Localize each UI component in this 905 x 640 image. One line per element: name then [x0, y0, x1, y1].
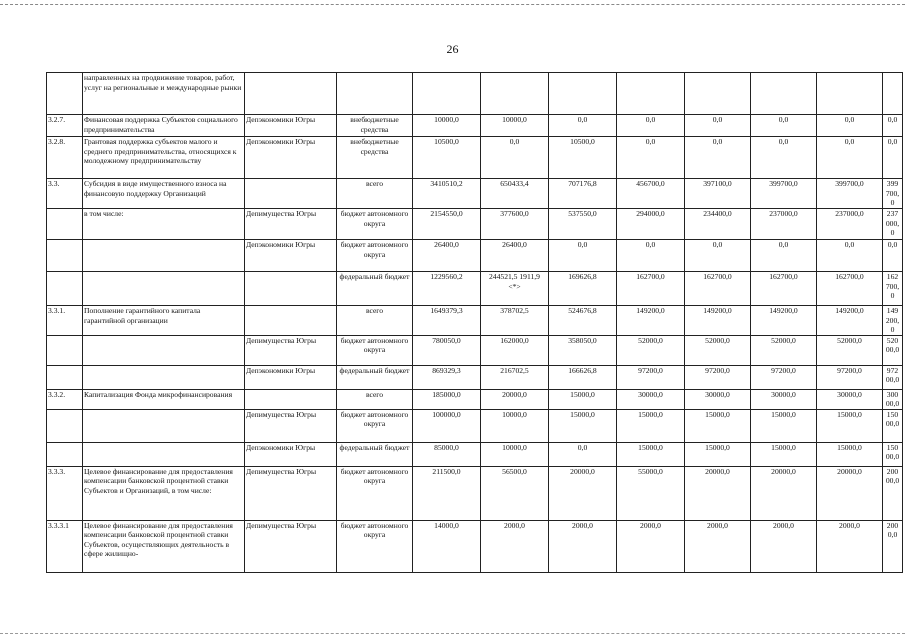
row-value: 26400,0: [481, 240, 549, 272]
row-name: Грантовая поддержка субъектов малого и среднего предпринимательства, относящихся к молодежному предпринимательству: [83, 137, 245, 179]
row-code: 3.2.8.: [47, 137, 83, 179]
row-value: 650433,4: [481, 179, 549, 209]
row-value: 211500,0: [413, 466, 481, 520]
row-name: [83, 240, 245, 272]
row-value: 2000,0: [817, 520, 883, 572]
row-value: 52000,0: [685, 335, 751, 365]
table-row: [47, 520, 903, 572]
row-funding-source: бюджет автономного округа: [337, 240, 413, 272]
row-name: [83, 365, 245, 389]
row-value: 15000,0: [751, 442, 817, 466]
row-executor: Депэкономики Югры: [245, 137, 337, 179]
row-value: 100000,0: [413, 409, 481, 442]
row-value: [751, 73, 817, 115]
row-value: 0,0: [549, 240, 617, 272]
row-value: 26400,0: [413, 240, 481, 272]
row-value: [413, 73, 481, 115]
row-value: 97200,0: [617, 365, 685, 389]
row-value: 52000,0: [751, 335, 817, 365]
row-value-last: 972 00,0: [883, 365, 903, 389]
row-funding-source: федеральный бюджет: [337, 442, 413, 466]
row-value: 10000,0: [413, 115, 481, 137]
row-value: 0,0: [549, 442, 617, 466]
row-value-last: 520 00,0: [883, 335, 903, 365]
row-value: 52000,0: [817, 335, 883, 365]
row-funding-source: бюджет автономного округа: [337, 520, 413, 572]
row-name: [83, 442, 245, 466]
row-executor: Депимущества Югры: [245, 520, 337, 572]
row-executor: Депимущества Югры: [245, 335, 337, 365]
row-value: 0,0: [617, 115, 685, 137]
row-value: 20000,0: [685, 466, 751, 520]
row-value: [617, 73, 685, 115]
table-row: [47, 240, 903, 272]
row-value-last: 0,0: [883, 115, 903, 137]
row-value-last: [883, 73, 903, 115]
row-executor: Депэкономики Югры: [245, 442, 337, 466]
table-row: [47, 466, 903, 520]
row-value: 15000,0: [549, 389, 617, 409]
row-value: 237000,0: [751, 209, 817, 240]
row-value: 0,0: [617, 137, 685, 179]
row-value: 358050,0: [549, 335, 617, 365]
row-value: 149200,0: [617, 306, 685, 336]
row-code: 3.3.2.: [47, 389, 83, 409]
row-value: 10500,0: [549, 137, 617, 179]
row-value: 707176,8: [549, 179, 617, 209]
row-value-last: 162 700, 0: [883, 272, 903, 306]
row-value-last: 0,0: [883, 240, 903, 272]
row-value: 2000,0: [751, 520, 817, 572]
row-value: 869329,3: [413, 365, 481, 389]
row-name: Финансовая поддержка Субъектов социального предпринимательства: [83, 115, 245, 137]
row-value: 30000,0: [685, 389, 751, 409]
table-row: [47, 73, 903, 115]
row-executor: Депэкономики Югры: [245, 115, 337, 137]
row-value: 3410510,2: [413, 179, 481, 209]
table-body: [47, 73, 903, 573]
table-row: [47, 335, 903, 365]
row-executor: Депэкономики Югры: [245, 365, 337, 389]
row-name: направленных на продвижение товаров, работ, услуг на региональные и международные рынки: [83, 73, 245, 115]
row-code: 3.3.: [47, 179, 83, 209]
row-value: 15000,0: [617, 442, 685, 466]
row-value: 149200,0: [817, 306, 883, 336]
row-value: 162700,0: [751, 272, 817, 306]
row-value: 30000,0: [617, 389, 685, 409]
table-row: [47, 409, 903, 442]
row-value: [481, 73, 549, 115]
row-value: 10500,0: [413, 137, 481, 179]
row-value-last: 200 00,0: [883, 466, 903, 520]
row-value: 216702,5: [481, 365, 549, 389]
row-value: 15000,0: [751, 409, 817, 442]
row-executor: [245, 73, 337, 115]
row-value: 2000,0: [481, 520, 549, 572]
row-funding-source: [337, 73, 413, 115]
row-value: 0,0: [685, 240, 751, 272]
row-funding-source: федеральный бюджет: [337, 272, 413, 306]
row-value: 2000,0: [685, 520, 751, 572]
row-value: 0,0: [751, 137, 817, 179]
row-executor: Депимущества Югры: [245, 466, 337, 520]
row-value-last: 399 700, 0: [883, 179, 903, 209]
row-funding-source: бюджет автономного округа: [337, 209, 413, 240]
row-value: 20000,0: [549, 466, 617, 520]
row-funding-source: федеральный бюджет: [337, 365, 413, 389]
row-funding-source: бюджет автономного округа: [337, 409, 413, 442]
row-value: 97200,0: [751, 365, 817, 389]
row-value: 377600,0: [481, 209, 549, 240]
row-value: 20000,0: [817, 466, 883, 520]
row-name: [83, 335, 245, 365]
row-value: 237000,0: [817, 209, 883, 240]
row-value: 1649379,3: [413, 306, 481, 336]
row-value: 30000,0: [751, 389, 817, 409]
row-value: 0,0: [617, 240, 685, 272]
row-value-last: 150 00,0: [883, 442, 903, 466]
row-value: 162700,0: [685, 272, 751, 306]
row-value: 0,0: [817, 115, 883, 137]
row-value-last: 300 00,0: [883, 389, 903, 409]
row-value: 378702,5: [481, 306, 549, 336]
row-value: 456700,0: [617, 179, 685, 209]
row-code: [47, 209, 83, 240]
row-value: 2000,0: [617, 520, 685, 572]
row-value: 234400,0: [685, 209, 751, 240]
row-value: 162700,0: [617, 272, 685, 306]
table-row: [47, 137, 903, 179]
row-name: Субсидия в виде имущественного взноса на финансовую поддержку Организаций: [83, 179, 245, 209]
row-code: [47, 409, 83, 442]
row-value: 0,0: [685, 137, 751, 179]
row-value: 85000,0: [413, 442, 481, 466]
row-value: 97200,0: [685, 365, 751, 389]
row-value-last: 0,0: [883, 137, 903, 179]
row-code: [47, 240, 83, 272]
row-value: 166626,8: [549, 365, 617, 389]
row-funding-source: всего: [337, 179, 413, 209]
table-row: [47, 272, 903, 306]
row-value: 169626,8: [549, 272, 617, 306]
row-executor: [245, 179, 337, 209]
row-funding-source: внебюджетные средства: [337, 115, 413, 137]
row-name: в том числе:: [83, 209, 245, 240]
row-value: 294000,0: [617, 209, 685, 240]
row-value: 1229560,2: [413, 272, 481, 306]
row-code: 3.3.3.: [47, 466, 83, 520]
row-value: 524676,8: [549, 306, 617, 336]
row-value: 52000,0: [617, 335, 685, 365]
row-name: [83, 409, 245, 442]
row-value: 15000,0: [549, 409, 617, 442]
row-code: 3.3.1.: [47, 306, 83, 336]
row-value: 0,0: [817, 137, 883, 179]
row-value: 0,0: [751, 240, 817, 272]
row-code: [47, 73, 83, 115]
table-row: [47, 389, 903, 409]
row-code: 3.2.7.: [47, 115, 83, 137]
row-name: Капитализация Фонда микрофинансирования: [83, 389, 245, 409]
row-value: 15000,0: [617, 409, 685, 442]
row-value: 97200,0: [817, 365, 883, 389]
row-value: 30000,0: [817, 389, 883, 409]
row-value: 537550,0: [549, 209, 617, 240]
row-value: 162000,0: [481, 335, 549, 365]
row-name: Целевое финансирование для предоставления компенсации банковской процентной ставки Субъектов, осуществляющих деятельность в сфере жилищно-: [83, 520, 245, 572]
row-value: 10000,0: [481, 409, 549, 442]
row-value: 0,0: [481, 137, 549, 179]
row-executor: [245, 389, 337, 409]
row-value: 0,0: [685, 115, 751, 137]
row-executor: Депимущества Югры: [245, 409, 337, 442]
row-value: 20000,0: [481, 389, 549, 409]
row-value: 399700,0: [751, 179, 817, 209]
budget-table: [46, 72, 903, 573]
row-value: 149200,0: [685, 306, 751, 336]
row-funding-source: всего: [337, 389, 413, 409]
table-row: [47, 365, 903, 389]
row-value-last: 237 000, 0: [883, 209, 903, 240]
row-value: 162700,0: [817, 272, 883, 306]
row-value-last: 150 00,0: [883, 409, 903, 442]
row-value: 397100,0: [685, 179, 751, 209]
table-row: [47, 115, 903, 137]
row-value-last: 149 200, 0: [883, 306, 903, 336]
table-row: [47, 442, 903, 466]
row-value: 15000,0: [685, 409, 751, 442]
row-executor: Депэкономики Югры: [245, 240, 337, 272]
row-value: 14000,0: [413, 520, 481, 572]
row-value-last: 200 0,0: [883, 520, 903, 572]
row-value: 0,0: [817, 240, 883, 272]
row-value: [817, 73, 883, 115]
row-funding-source: внебюджетные средства: [337, 137, 413, 179]
row-value: 15000,0: [685, 442, 751, 466]
row-code: 3.3.3.1: [47, 520, 83, 572]
row-value: 15000,0: [817, 442, 883, 466]
row-value: 2000,0: [549, 520, 617, 572]
row-value: 399700,0: [817, 179, 883, 209]
row-code: [47, 335, 83, 365]
row-value: 55000,0: [617, 466, 685, 520]
row-value: 780050,0: [413, 335, 481, 365]
row-funding-source: бюджет автономного округа: [337, 466, 413, 520]
row-name: Целевое финансирование для предоставления компенсации банковской процентной ставки Субъектов и Организаций, в том числе:: [83, 466, 245, 520]
scan-bottom-edge: [0, 633, 905, 634]
row-value: 185000,0: [413, 389, 481, 409]
row-value: 0,0: [549, 115, 617, 137]
row-value: [685, 73, 751, 115]
row-code: [47, 272, 83, 306]
table-row: [47, 209, 903, 240]
row-value: 0,0: [751, 115, 817, 137]
row-executor: [245, 272, 337, 306]
row-value: 2154550,0: [413, 209, 481, 240]
row-value: 10000,0: [481, 115, 549, 137]
row-name: Пополнение гарантийного капитала гарантийной организации: [83, 306, 245, 336]
row-code: [47, 442, 83, 466]
row-code: [47, 365, 83, 389]
row-name: [83, 272, 245, 306]
page-number: 26: [446, 42, 459, 56]
row-value: 56500,0: [481, 466, 549, 520]
scan-top-edge: [0, 4, 905, 5]
row-value: 15000,0: [817, 409, 883, 442]
row-value: 10000,0: [481, 442, 549, 466]
row-value: [549, 73, 617, 115]
table-row: [47, 306, 903, 336]
table-row: [47, 179, 903, 209]
row-executor: [245, 306, 337, 336]
row-funding-source: бюджет автономного округа: [337, 335, 413, 365]
row-value: 20000,0: [751, 466, 817, 520]
row-value: 149200,0: [751, 306, 817, 336]
row-value: 244521,5 1911,9 <*>: [481, 272, 549, 306]
row-executor: Депимущества Югры: [245, 209, 337, 240]
row-funding-source: всего: [337, 306, 413, 336]
